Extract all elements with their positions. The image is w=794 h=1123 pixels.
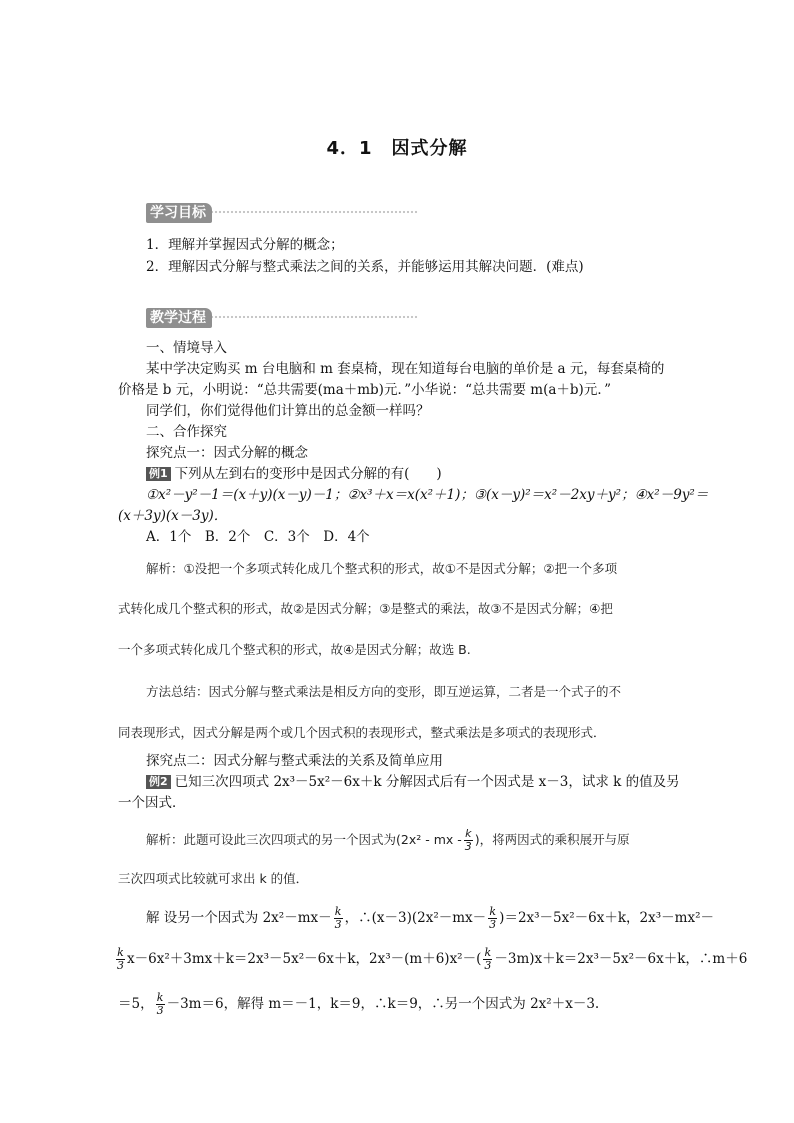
goal-item: 1．理解并掌握因式分解的概念； [146,237,344,253]
example-2-question [146,773,680,791]
explore-point-1: 探究点一：因式分解的概念 [146,445,308,461]
solution-line-2: $\frac{k}{3}$ x－6x²＋3mx＋k＝2x³－5x²－6x＋k，2x³－(m＋6)x²－( $\frac{k}{3}$ －3m)x＋k＝2x³－5x²－6x＋k，∴m＋6 [117,946,748,972]
section-label: 学习目标 [146,203,212,223]
paragraph-line: 价格是 b 元，小明说：“总共需要(ma＋mb)元．”小华说：“总共需要 m(a＋b)元．” [118,382,611,398]
fraction-k-over-3: $\frac{k}{3}$ [464,827,472,853]
example-badge: 例2 [146,775,171,789]
example-1-text: 下列从左到右的变形中是因式分解的有( ) [174,466,442,482]
example-1-formulas: ①x²－y²－1＝(x＋y)(x－y)－1；②x³＋x＝x(x²＋1)；③(x－y)²＝x²－2xy＋y²；④x²－9y²＝ [146,487,709,503]
section-label: 教学过程 [146,308,212,328]
subheading-intro: 一、情境导入 [146,340,227,356]
analysis-line: 解析：①没把一个多项式转化成几个整式积的形式，故①不是因式分解；②把一个多项 [146,561,618,576]
fraction-k-over-3: $\frac{k}{3}$ [334,905,342,931]
method-summary: 方法总结：因式分解与整式乘法是相反方向的变形，即互逆运算，二者是一个式子的不 [146,684,622,699]
example-badge: 例1 [146,467,171,481]
analysis-line: 式转化成几个整式积的形式，故②是因式分解；③是整式的乘法，故③不是因式分解；④把 [118,601,613,616]
paragraph-line: 某中学决定购买 m 台电脑和 m 套桌椅，现在知道每台电脑的单价是 a 元，每套桌椅的 [146,361,665,377]
analysis-2 [146,828,630,853]
example-2-question-cont: 一个因式． [118,795,186,811]
method-summary-cont: 同表现形式，因式分解是两个或几个因式积的表现形式，整式乘法是多项式的表现形式． [118,725,606,740]
solution-line-1: 解 设另一个因式为 2x²－mx－ $\frac{k}{3}$ ，∴(x－3)(2x²－mx－ $\frac{k}{3}$ )＝2x³－5x²－6x＋k，2x³－mx²－ [146,905,714,931]
section-header-teaching-process [146,308,418,328]
explore-point-2: 探究点二：因式分解与整式乘法的关系及简单应用 [146,753,443,769]
paragraph-line: 同学们，你们觉得他们计算出的总金额一样吗？ [146,403,430,419]
fraction-k-over-3: $\frac{k}{3}$ [156,991,164,1017]
fraction-k-over-3: $\frac{k}{3}$ [484,946,492,972]
example-1-question [146,465,442,483]
analysis-2-text: )，将两因式的乘积展开与原 [474,832,630,847]
example-1-options: A．1个 B．2个 C．3个 D．4个 [146,529,370,545]
solution-line-3: ＝5， $\frac{k}{3}$ －3m＝6，解得 m＝－1，k＝9，∴k＝9，∴另一个因式为 2x²＋x－3. [118,991,600,1017]
analysis-line: 一个多项式转化成几个整式积的形式，故④是因式分解；故选 B. [118,642,471,657]
analysis-2-text: 解析：此题可设此三次四项式的另一个因式为(2x² - mx - [146,832,462,847]
subheading-explore: 二、合作探究 [146,424,227,440]
analysis-2-cont: 三次四项式比较就可求出 k 的值． [118,871,309,886]
section-header-learning-goals [146,203,418,223]
goal-item: 2．理解因式分解与整式乘法之间的关系，并能够运用其解决问题．(难点) [146,259,584,275]
example-2-text: 已知三次四项式 2x³－5x²－6x＋k 分解因式后有一个因式是 x－3，试求 k 的值及另 [174,774,680,790]
page-title: 4．1 因式分解 [326,138,468,159]
fraction-k-over-3: $\frac{k}{3}$ [117,946,124,972]
fraction-k-over-3: $\frac{k}{3}$ [489,905,497,931]
example-1-formulas-cont: (x＋3y)(x－3y)． [118,508,228,524]
